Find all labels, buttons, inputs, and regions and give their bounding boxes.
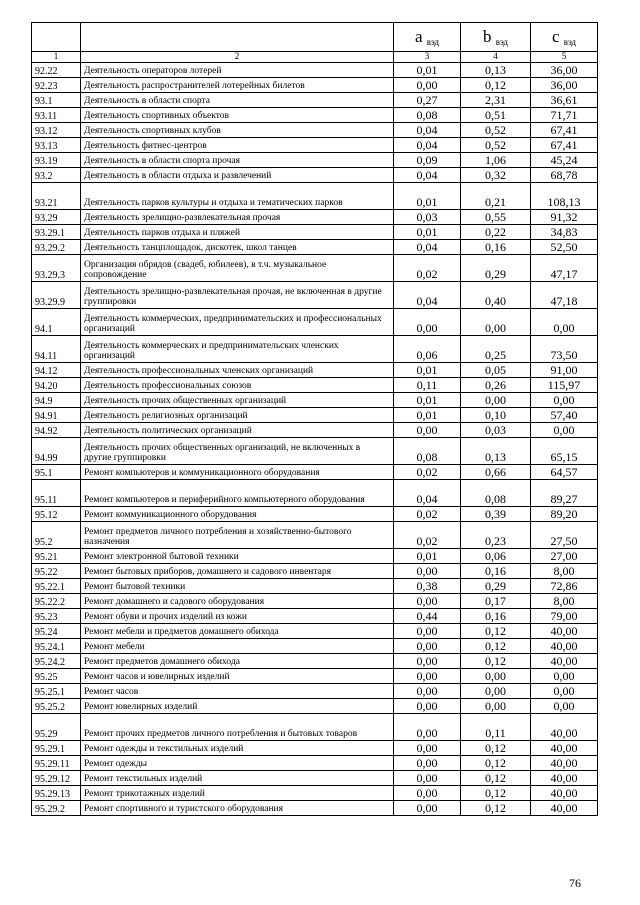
c-value-cell: 40,00 (531, 756, 598, 771)
code-cell: 93.1 (32, 93, 81, 108)
name-cell: Деятельность операторов лотерей (81, 63, 394, 78)
name-cell: Деятельность коммерческих и предпринимательских членских организаций (81, 336, 394, 363)
a-value-cell: 0,00 (394, 786, 461, 801)
table-row (32, 282, 598, 309)
header-c-sub: вэд (563, 37, 577, 48)
header-a-sub: вэд (426, 37, 440, 48)
code-cell: 94.20 (32, 378, 81, 393)
b-value-cell: 0,55 (461, 210, 531, 225)
header-b-label: b (483, 27, 492, 47)
header-cell-code (32, 23, 81, 52)
b-value-cell: 0,16 (461, 564, 531, 579)
a-value-cell: 0,44 (394, 609, 461, 624)
table-row (32, 63, 598, 78)
header-cell-b (461, 23, 531, 52)
a-value-cell: 0,01 (394, 183, 461, 210)
b-value-cell: 0,10 (461, 408, 531, 423)
name-cell: Деятельность распространителей лотерейных билетов (81, 78, 394, 93)
code-cell: 95.24.1 (32, 639, 81, 654)
a-value-cell: 0,00 (394, 564, 461, 579)
name-cell: Деятельность фитнес-центров (81, 138, 394, 153)
a-value-cell: 0,00 (394, 771, 461, 786)
b-value-cell: 0,23 (461, 522, 531, 549)
a-value-cell: 0,00 (394, 594, 461, 609)
table-row (32, 669, 598, 684)
b-value-cell: 0,21 (461, 183, 531, 210)
b-value-cell: 0,39 (461, 507, 531, 522)
b-value-cell: 0,26 (461, 378, 531, 393)
a-value-cell: 0,04 (394, 480, 461, 507)
a-value-cell: 0,02 (394, 465, 461, 480)
table-row (32, 654, 598, 669)
code-cell: 93.2 (32, 168, 81, 183)
c-value-cell: 67,41 (531, 123, 598, 138)
c-value-cell: 73,50 (531, 336, 598, 363)
c-value-cell: 67,41 (531, 138, 598, 153)
c-value-cell: 89,27 (531, 480, 598, 507)
code-cell: 95.11 (32, 480, 81, 507)
code-cell: 94.12 (32, 363, 81, 378)
c-value-cell: 0,00 (531, 669, 598, 684)
c-value-cell: 40,00 (531, 741, 598, 756)
c-value-cell: 0,00 (531, 699, 598, 714)
b-value-cell: 0,12 (461, 786, 531, 801)
a-value-cell: 0,00 (394, 669, 461, 684)
code-cell: 93.11 (32, 108, 81, 123)
code-cell: 94.1 (32, 309, 81, 336)
table-row (32, 108, 598, 123)
name-cell: Деятельность религиозных организаций (81, 408, 394, 423)
c-value-cell: 71,71 (531, 108, 598, 123)
c-value-cell: 27,00 (531, 549, 598, 564)
b-value-cell: 0,52 (461, 123, 531, 138)
table-row (32, 786, 598, 801)
table-row (32, 522, 598, 549)
b-value-cell: 0,16 (461, 240, 531, 255)
c-value-cell: 65,15 (531, 438, 598, 465)
code-cell: 95.29.13 (32, 786, 81, 801)
table-row (32, 579, 598, 594)
table-row (32, 465, 598, 480)
header-cell-a (394, 23, 461, 52)
column-index-row (32, 52, 598, 63)
name-cell: Ремонт коммуникационного оборудования (81, 507, 394, 522)
b-value-cell: 0,00 (461, 699, 531, 714)
a-value-cell: 0,01 (394, 393, 461, 408)
code-cell: 95.12 (32, 507, 81, 522)
b-value-cell: 0,16 (461, 609, 531, 624)
table-row (32, 639, 598, 654)
a-value-cell: 0,04 (394, 282, 461, 309)
table-row (32, 549, 598, 564)
a-value-cell: 0,01 (394, 63, 461, 78)
code-cell: 94.91 (32, 408, 81, 423)
a-value-cell: 0,04 (394, 123, 461, 138)
name-cell: Деятельность прочих общественных организаций (81, 393, 394, 408)
table-row (32, 336, 598, 363)
c-value-cell: 89,20 (531, 507, 598, 522)
a-value-cell: 0,01 (394, 225, 461, 240)
column-index-cell: 3 (394, 52, 461, 63)
table-row (32, 93, 598, 108)
name-cell: Ремонт текстильных изделий (81, 771, 394, 786)
c-value-cell: 64,57 (531, 465, 598, 480)
code-cell: 95.25.1 (32, 684, 81, 699)
table-body (32, 23, 598, 816)
code-cell: 95.2 (32, 522, 81, 549)
code-cell: 92.22 (32, 63, 81, 78)
code-cell: 93.29 (32, 210, 81, 225)
column-index-cell: 5 (531, 52, 598, 63)
code-cell: 93.13 (32, 138, 81, 153)
code-cell: 93.29.1 (32, 225, 81, 240)
a-value-cell: 0,01 (394, 549, 461, 564)
b-value-cell: 0,00 (461, 393, 531, 408)
a-value-cell: 0,08 (394, 438, 461, 465)
code-cell: 94.92 (32, 423, 81, 438)
c-value-cell: 45,24 (531, 153, 598, 168)
c-value-cell: 47,18 (531, 282, 598, 309)
table-row (32, 423, 598, 438)
code-cell: 95.29 (32, 714, 81, 741)
code-cell: 95.29.12 (32, 771, 81, 786)
b-value-cell: 0,32 (461, 168, 531, 183)
table-row (32, 564, 598, 579)
b-value-cell: 0,06 (461, 549, 531, 564)
c-value-cell: 40,00 (531, 771, 598, 786)
table-row (32, 594, 598, 609)
b-value-cell: 0,13 (461, 438, 531, 465)
name-cell: Ремонт бытовой техники (81, 579, 394, 594)
table-row (32, 78, 598, 93)
name-cell: Ремонт прочих предметов личного потребления и бытовых товаров (81, 714, 394, 741)
a-value-cell: 0,00 (394, 699, 461, 714)
code-cell: 95.24 (32, 624, 81, 639)
b-value-cell: 0,25 (461, 336, 531, 363)
a-value-cell: 0,00 (394, 423, 461, 438)
table-row (32, 624, 598, 639)
c-value-cell: 91,00 (531, 363, 598, 378)
code-cell: 95.24.2 (32, 654, 81, 669)
name-cell: Ремонт мебели и предметов домашнего обихода (81, 624, 394, 639)
b-value-cell: 0,22 (461, 225, 531, 240)
name-cell: Ремонт предметов домашнего обихода (81, 654, 394, 669)
c-value-cell: 47,17 (531, 255, 598, 282)
name-cell: Ремонт спортивного и туристского оборудования (81, 801, 394, 816)
code-cell: 94.99 (32, 438, 81, 465)
table-row (32, 507, 598, 522)
name-cell: Деятельность спортивных клубов (81, 123, 394, 138)
table-row (32, 153, 598, 168)
header-cell-name (81, 23, 394, 52)
code-cell: 95.21 (32, 549, 81, 564)
code-cell: 95.23 (32, 609, 81, 624)
name-cell: Ремонт трикотажных изделий (81, 786, 394, 801)
c-value-cell: 36,00 (531, 78, 598, 93)
name-cell: Ремонт бытовых приборов, домашнего и садового инвентаря (81, 564, 394, 579)
a-value-cell: 0,08 (394, 108, 461, 123)
a-value-cell: 0,06 (394, 336, 461, 363)
c-value-cell: 40,00 (531, 654, 598, 669)
b-value-cell: 0,03 (461, 423, 531, 438)
name-cell: Деятельность спортивных объектов (81, 108, 394, 123)
name-cell: Деятельность в области отдыха и развлечений (81, 168, 394, 183)
c-value-cell: 8,00 (531, 564, 598, 579)
table-row (32, 255, 598, 282)
b-value-cell: 0,12 (461, 741, 531, 756)
name-cell: Деятельность парков культуры и отдыха и тематических парков (81, 183, 394, 210)
b-value-cell: 0,12 (461, 654, 531, 669)
code-cell: 94.9 (32, 393, 81, 408)
c-value-cell: 79,00 (531, 609, 598, 624)
code-cell: 95.22.2 (32, 594, 81, 609)
column-index-cell: 1 (32, 52, 81, 63)
b-value-cell: 0,17 (461, 594, 531, 609)
c-value-cell: 40,00 (531, 786, 598, 801)
b-value-cell: 1,06 (461, 153, 531, 168)
name-cell: Деятельность зрелищно-развлекательная прочая (81, 210, 394, 225)
c-value-cell: 40,00 (531, 714, 598, 741)
b-value-cell: 0,29 (461, 255, 531, 282)
c-value-cell: 115,97 (531, 378, 598, 393)
name-cell: Деятельность профессиональных союзов (81, 378, 394, 393)
c-value-cell: 36,00 (531, 63, 598, 78)
name-cell: Ремонт часов и ювелирных изделий (81, 669, 394, 684)
a-value-cell: 0,03 (394, 210, 461, 225)
table-row (32, 480, 598, 507)
c-value-cell: 40,00 (531, 639, 598, 654)
a-value-cell: 0,00 (394, 78, 461, 93)
table-row (32, 438, 598, 465)
column-index-cell: 4 (461, 52, 531, 63)
header-row (32, 23, 598, 52)
code-cell: 95.25.2 (32, 699, 81, 714)
a-value-cell: 0,00 (394, 741, 461, 756)
name-cell: Деятельность танцплощадок, дискотек, школ танцев (81, 240, 394, 255)
a-value-cell: 0,38 (394, 579, 461, 594)
c-value-cell: 0,00 (531, 393, 598, 408)
code-cell: 93.29.2 (32, 240, 81, 255)
b-value-cell: 0,11 (461, 714, 531, 741)
a-value-cell: 0,11 (394, 378, 461, 393)
a-value-cell: 0,00 (394, 801, 461, 816)
b-value-cell: 2,31 (461, 93, 531, 108)
a-value-cell: 0,00 (394, 684, 461, 699)
table-row (32, 741, 598, 756)
code-cell: 95.29.1 (32, 741, 81, 756)
c-value-cell: 72,86 (531, 579, 598, 594)
b-value-cell: 0,12 (461, 771, 531, 786)
table-row (32, 123, 598, 138)
b-value-cell: 0,08 (461, 480, 531, 507)
code-cell: 93.21 (32, 183, 81, 210)
c-value-cell: 0,00 (531, 423, 598, 438)
name-cell: Ремонт часов (81, 684, 394, 699)
a-value-cell: 0,27 (394, 93, 461, 108)
c-value-cell: 40,00 (531, 624, 598, 639)
table-row (32, 756, 598, 771)
a-value-cell: 0,00 (394, 714, 461, 741)
c-value-cell: 91,32 (531, 210, 598, 225)
column-index-cell: 2 (81, 52, 394, 63)
a-value-cell: 0,02 (394, 507, 461, 522)
name-cell: Деятельность политических организаций (81, 423, 394, 438)
b-value-cell: 0,00 (461, 669, 531, 684)
code-cell: 95.22.1 (32, 579, 81, 594)
c-value-cell: 34,83 (531, 225, 598, 240)
name-cell: Организация обрядов (свадеб, юбилеев), в т.ч. музыкальное сопровождение (81, 255, 394, 282)
header-a-label: a (414, 27, 423, 47)
header-c-label: c (551, 27, 560, 47)
b-value-cell: 0,05 (461, 363, 531, 378)
b-value-cell: 0,12 (461, 639, 531, 654)
table-row (32, 609, 598, 624)
a-value-cell: 0,00 (394, 654, 461, 669)
name-cell: Ремонт предметов личного потребления и хозяйственно-бытового назначения (81, 522, 394, 549)
a-value-cell: 0,00 (394, 639, 461, 654)
a-value-cell: 0,01 (394, 408, 461, 423)
a-value-cell: 0,01 (394, 363, 461, 378)
c-value-cell: 8,00 (531, 594, 598, 609)
name-cell: Деятельность прочих общественных организаций, не включенных в другие группировки (81, 438, 394, 465)
page-number: 76 (569, 876, 581, 890)
coefficients-table (31, 22, 598, 816)
table-row (32, 771, 598, 786)
table-row (32, 801, 598, 816)
table-row (32, 225, 598, 240)
a-value-cell: 0,09 (394, 153, 461, 168)
a-value-cell: 0,00 (394, 309, 461, 336)
b-value-cell: 0,12 (461, 624, 531, 639)
b-value-cell: 0,40 (461, 282, 531, 309)
table-row (32, 240, 598, 255)
name-cell: Ремонт ювелирных изделий (81, 699, 394, 714)
a-value-cell: 0,02 (394, 522, 461, 549)
name-cell: Деятельность парков отдыха и пляжей (81, 225, 394, 240)
code-cell: 95.29.2 (32, 801, 81, 816)
code-cell: 93.29.9 (32, 282, 81, 309)
b-value-cell: 0,52 (461, 138, 531, 153)
code-cell: 93.19 (32, 153, 81, 168)
table-row (32, 363, 598, 378)
a-value-cell: 0,04 (394, 168, 461, 183)
code-cell: 93.29.3 (32, 255, 81, 282)
b-value-cell: 0,00 (461, 684, 531, 699)
name-cell: Деятельность в области спорта (81, 93, 394, 108)
b-value-cell: 0,00 (461, 309, 531, 336)
b-value-cell: 0,12 (461, 756, 531, 771)
b-value-cell: 0,66 (461, 465, 531, 480)
name-cell: Ремонт электронной бытовой техники (81, 549, 394, 564)
c-value-cell: 52,50 (531, 240, 598, 255)
name-cell: Деятельность зрелищно-развлекательная прочая, не включенная в другие группировки (81, 282, 394, 309)
table-row (32, 378, 598, 393)
name-cell: Деятельность в области спорта прочая (81, 153, 394, 168)
c-value-cell: 0,00 (531, 309, 598, 336)
table-row (32, 309, 598, 336)
name-cell: Ремонт мебели (81, 639, 394, 654)
table-row (32, 183, 598, 210)
c-value-cell: 27,50 (531, 522, 598, 549)
b-value-cell: 0,12 (461, 78, 531, 93)
code-cell: 95.22 (32, 564, 81, 579)
table-row (32, 210, 598, 225)
name-cell: Ремонт домашнего и садового оборудования (81, 594, 394, 609)
name-cell: Ремонт обуви и прочих изделий из кожи (81, 609, 394, 624)
code-cell: 94.11 (32, 336, 81, 363)
b-value-cell: 0,13 (461, 63, 531, 78)
code-cell: 93.12 (32, 123, 81, 138)
table-row (32, 393, 598, 408)
c-value-cell: 57,40 (531, 408, 598, 423)
c-value-cell: 68,78 (531, 168, 598, 183)
name-cell: Деятельность коммерческих, предпринимательских и профессиональных организаций (81, 309, 394, 336)
table-row (32, 699, 598, 714)
a-value-cell: 0,00 (394, 624, 461, 639)
table-row (32, 168, 598, 183)
name-cell: Ремонт компьютеров и периферийного компьютерного оборудования (81, 480, 394, 507)
a-value-cell: 0,02 (394, 255, 461, 282)
a-value-cell: 0,04 (394, 240, 461, 255)
code-cell: 95.29.11 (32, 756, 81, 771)
table-row (32, 684, 598, 699)
name-cell: Деятельность профессиональных членских организаций (81, 363, 394, 378)
b-value-cell: 0,51 (461, 108, 531, 123)
code-cell: 95.1 (32, 465, 81, 480)
header-cell-c (531, 23, 598, 52)
b-value-cell: 0,12 (461, 801, 531, 816)
a-value-cell: 0,04 (394, 138, 461, 153)
c-value-cell: 36,61 (531, 93, 598, 108)
name-cell: Ремонт одежды и текстильных изделий (81, 741, 394, 756)
c-value-cell: 108,13 (531, 183, 598, 210)
name-cell: Ремонт компьютеров и коммуникационного оборудования (81, 465, 394, 480)
c-value-cell: 40,00 (531, 801, 598, 816)
a-value-cell: 0,00 (394, 756, 461, 771)
name-cell: Ремонт одежды (81, 756, 394, 771)
c-value-cell: 0,00 (531, 684, 598, 699)
code-cell: 92.23 (32, 78, 81, 93)
code-cell: 95.25 (32, 669, 81, 684)
header-b-sub: вэд (495, 37, 508, 48)
table-row (32, 714, 598, 741)
table-row (32, 138, 598, 153)
table-row (32, 408, 598, 423)
b-value-cell: 0,29 (461, 579, 531, 594)
